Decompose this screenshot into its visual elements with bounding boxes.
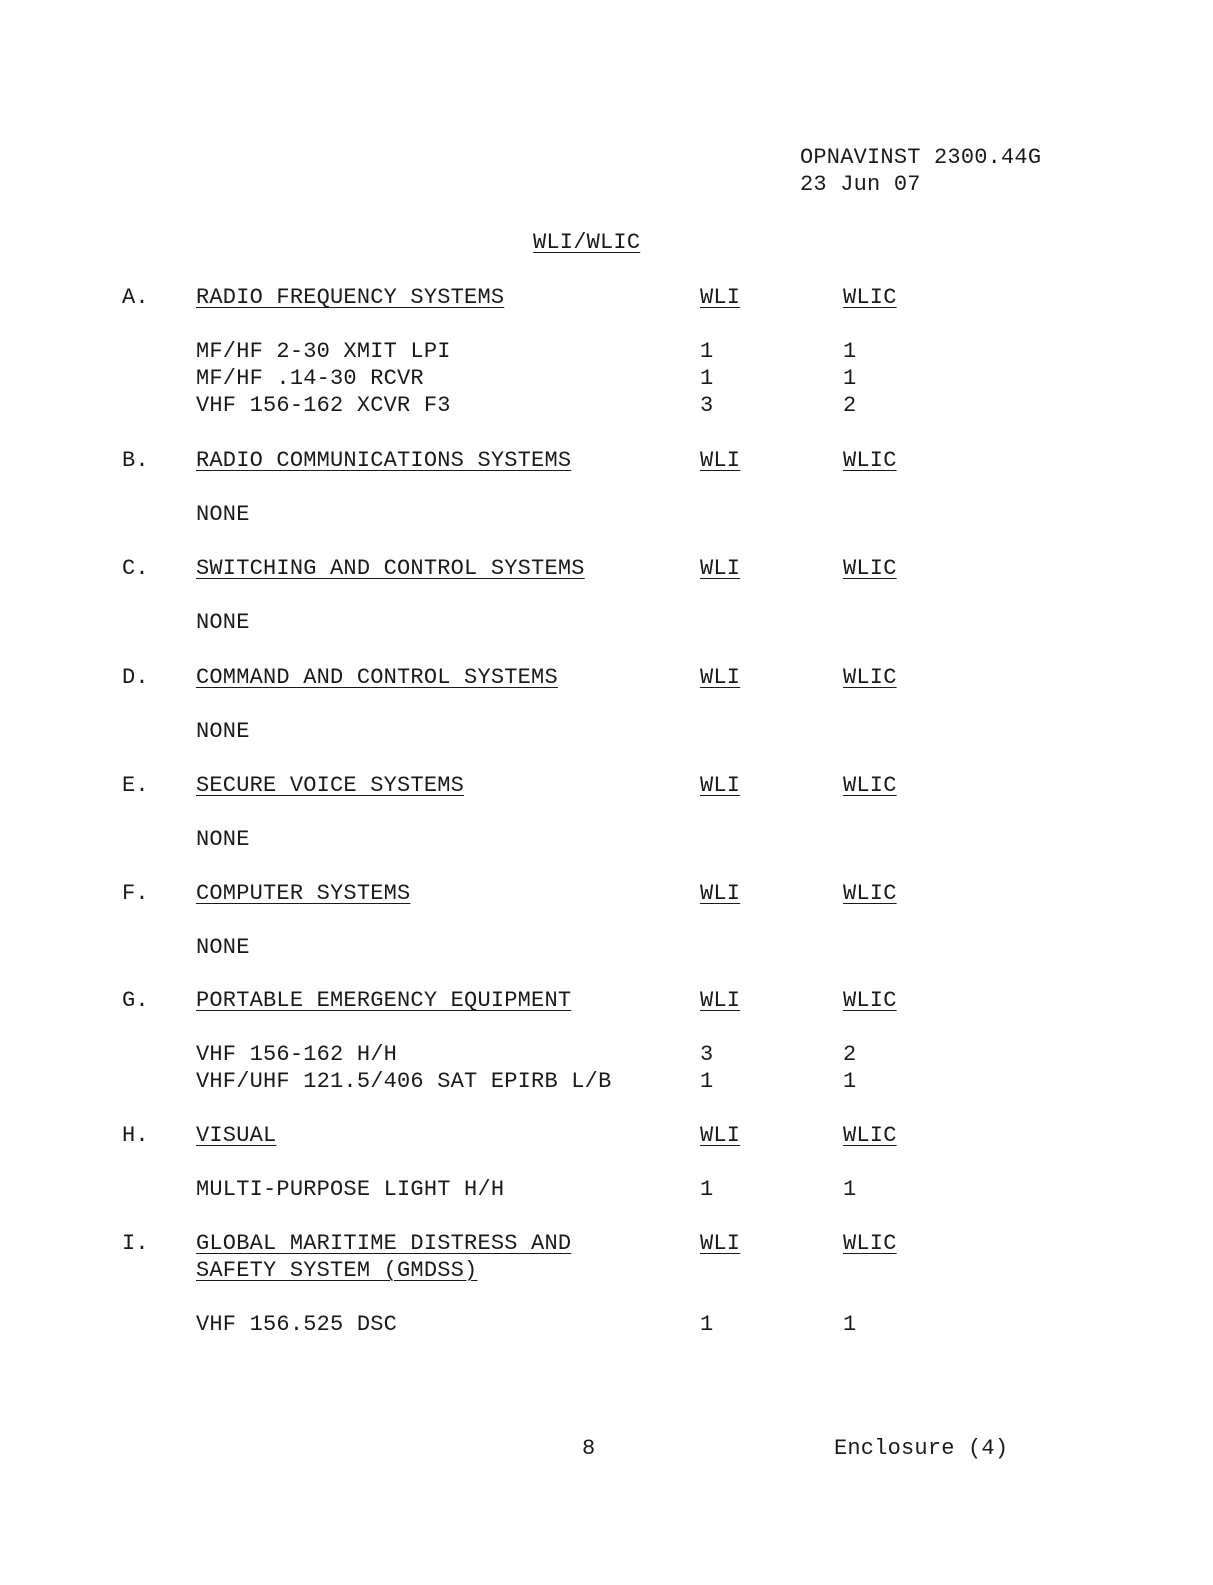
section-letter: D.: [122, 665, 149, 690]
section-letter: G.: [122, 988, 149, 1013]
column-header-wlic: WLIC: [843, 448, 897, 473]
item-wlic-value: 2: [843, 393, 857, 418]
item-wlic-value: 2: [843, 1042, 857, 1067]
item-name: NONE: [196, 719, 250, 744]
item-wli-value: 1: [700, 366, 714, 391]
item-wli-value: 3: [700, 393, 714, 418]
column-header-wli: WLI: [700, 556, 741, 581]
column-header-wlic: WLIC: [843, 988, 897, 1013]
document-date: 23 Jun 07: [800, 172, 921, 197]
column-header-wlic: WLIC: [843, 665, 897, 690]
item-name: NONE: [196, 502, 250, 527]
section-title: COMPUTER SYSTEMS: [196, 881, 411, 906]
column-header-wlic: WLIC: [843, 1123, 897, 1148]
section-title: RADIO FREQUENCY SYSTEMS: [196, 285, 505, 310]
item-name: MF/HF .14-30 RCVR: [196, 366, 424, 391]
item-name: NONE: [196, 610, 250, 635]
column-header-wlic: WLIC: [843, 1231, 897, 1256]
section-title: VISUAL: [196, 1123, 277, 1148]
item-wli-value: 1: [700, 1069, 714, 1094]
page-title: WLI/WLIC: [533, 230, 641, 255]
item-name: MF/HF 2-30 XMIT LPI: [196, 339, 451, 364]
section-letter: F.: [122, 881, 149, 906]
item-name: VHF 156-162 H/H: [196, 1042, 398, 1067]
item-name: VHF/UHF 121.5/406 SAT EPIRB L/B: [196, 1069, 612, 1094]
column-header-wli: WLI: [700, 773, 741, 798]
column-header-wlic: WLIC: [843, 881, 897, 906]
section-title: RADIO COMMUNICATIONS SYSTEMS: [196, 448, 572, 473]
column-header-wli: WLI: [700, 1123, 741, 1148]
item-wlic-value: 1: [843, 1177, 857, 1202]
item-name: VHF 156-162 XCVR F3: [196, 393, 451, 418]
section-title: COMMAND AND CONTROL SYSTEMS: [196, 665, 558, 690]
column-header-wli: WLI: [700, 665, 741, 690]
item-name: MULTI-PURPOSE LIGHT H/H: [196, 1177, 505, 1202]
column-header-wlic: WLIC: [843, 285, 897, 310]
item-wlic-value: 1: [843, 366, 857, 391]
section-title: PORTABLE EMERGENCY EQUIPMENT: [196, 988, 572, 1013]
item-wli-value: 1: [700, 1312, 714, 1337]
column-header-wli: WLI: [700, 881, 741, 906]
item-wlic-value: 1: [843, 339, 857, 364]
column-header-wlic: WLIC: [843, 556, 897, 581]
column-header-wli: WLI: [700, 1231, 741, 1256]
item-wlic-value: 1: [843, 1312, 857, 1337]
document-number: OPNAVINST 2300.44G: [800, 145, 1042, 170]
section-letter: I.: [122, 1231, 149, 1256]
section-letter: A.: [122, 285, 149, 310]
column-header-wlic: WLIC: [843, 773, 897, 798]
item-name: NONE: [196, 827, 250, 852]
item-wli-value: 1: [700, 339, 714, 364]
section-letter: C.: [122, 556, 149, 581]
section-letter: E.: [122, 773, 149, 798]
section-title: GLOBAL MARITIME DISTRESS AND: [196, 1231, 572, 1256]
item-name: NONE: [196, 935, 250, 960]
page-number: 8: [582, 1436, 596, 1461]
item-wli-value: 1: [700, 1177, 714, 1202]
item-wlic-value: 1: [843, 1069, 857, 1094]
column-header-wli: WLI: [700, 285, 741, 310]
section-letter: B.: [122, 448, 149, 473]
section-letter: H.: [122, 1123, 149, 1148]
item-wli-value: 3: [700, 1042, 714, 1067]
item-name: VHF 156.525 DSC: [196, 1312, 398, 1337]
column-header-wli: WLI: [700, 988, 741, 1013]
section-title: SECURE VOICE SYSTEMS: [196, 773, 465, 798]
section-title: SAFETY SYSTEM (GMDSS): [196, 1258, 478, 1283]
section-title: SWITCHING AND CONTROL SYSTEMS: [196, 556, 585, 581]
column-header-wli: WLI: [700, 448, 741, 473]
enclosure-label: Enclosure (4): [834, 1436, 1009, 1461]
